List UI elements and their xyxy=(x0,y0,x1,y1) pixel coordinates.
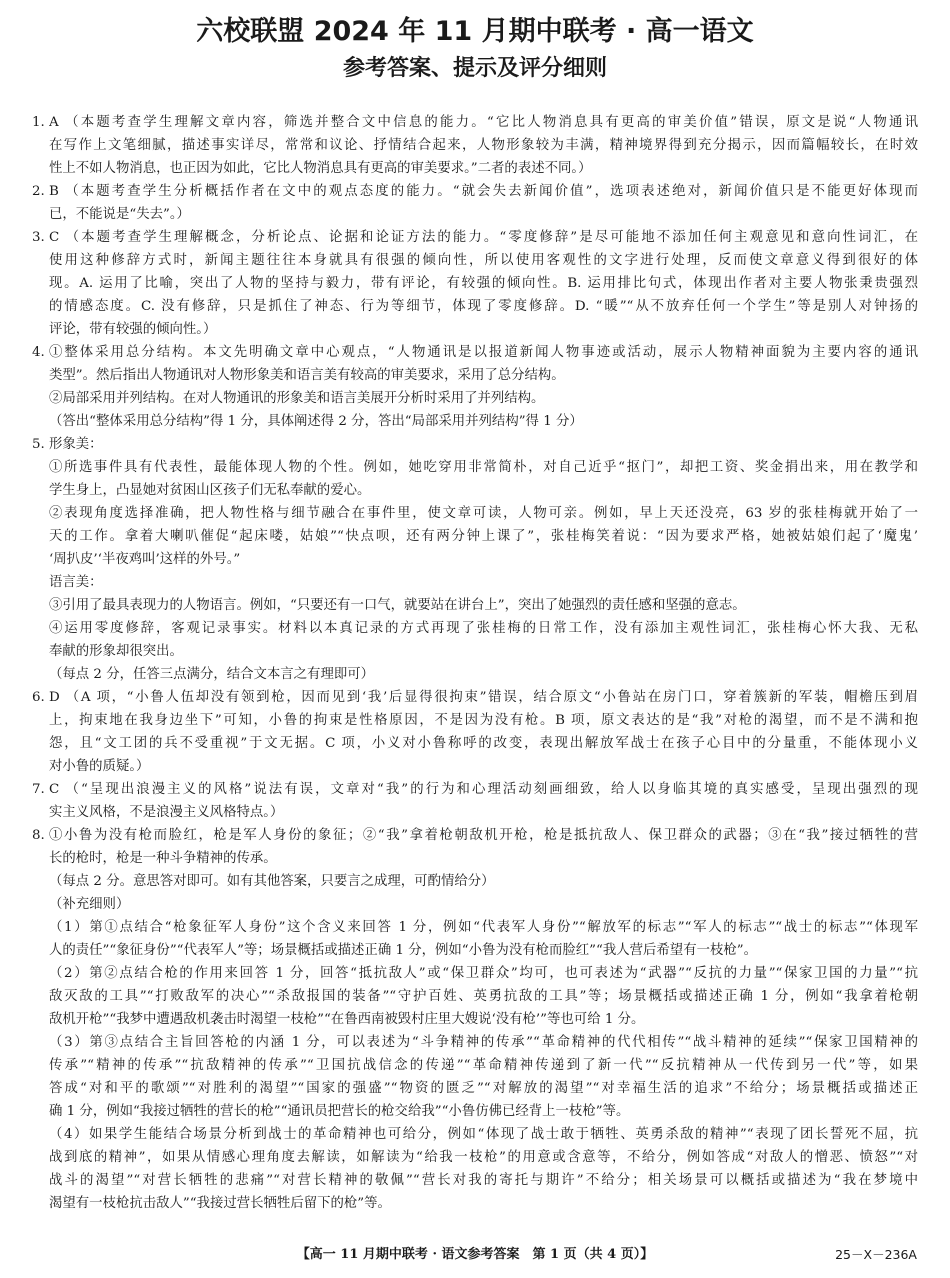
answer-line: 奉献的形象却很突出。 xyxy=(49,644,183,659)
footer-code: 25－X－236A xyxy=(835,1247,917,1262)
answer-line: 长的枪时，枪是一种斗争精神的传承。 xyxy=(49,851,277,866)
answer-line: 语言美： xyxy=(49,575,103,590)
answer-line: 类型”。然后指出人物通讯对人物形象美和语言美有较高的审美要求，采用了总分结构。 xyxy=(49,368,565,383)
answer-line: A （本题考查学生理解文章内容，筛选并整合文中信息的能力。“它比人物消息具有更高的审美价值”错误，原文是说“人物通讯 xyxy=(49,115,918,130)
answer-line: ①所选事件具有代表性，最能体现人物的个性。例如，她吃穿用非常简朴，对自己近乎“抠门”，却把工资、奖金捐出来，用在教学和 xyxy=(49,460,918,475)
footer-page-info: 【高一 11 月期中联考 · 语文参考答案 第 1 页（共 4 页）】 xyxy=(296,1247,654,1262)
answer-item-q7 xyxy=(32,778,918,824)
answer-line: 学生身上，凸显她对贫困山区孩子们无私奉献的爱心。 xyxy=(49,483,371,498)
answer-line: （4）如果学生能结合场景分析到战士的革命精神也可给分，例如“体现了战士敢于牺牲、英勇杀敌的精神”“表现了团长誓死不屈，抗 xyxy=(49,1127,918,1142)
answer-line: 使用这种修辞方式时，新闻主题往往本身就具有很强的倾向性，所以使用客观性的文字进行处理，反而使文章意义得到很好的体 xyxy=(49,253,918,268)
answer-line: ①整体采用总分结构。本文先明确文章中心观点，“人物通讯是以报道新闻人物事迹或活动，展示人物精神面貌为主要内容的通讯 xyxy=(49,345,918,360)
answer-line: 在写作上文笔细腻，描述事实详尽，常常和议论、抒情结合起来，人物形象较为丰满，精神境界得到充分揭示，因而篇幅较长，在时效 xyxy=(49,138,918,153)
answer-item-q5 xyxy=(32,433,918,686)
answer-number: 8. xyxy=(32,828,45,843)
answer-line: （每点 2 分，任答三点满分，结合文本言之有理即可） xyxy=(49,667,375,682)
answer-line: 对小鲁的质疑。） xyxy=(49,759,150,774)
answer-line: 确 1 分，例如“我接过牺牲的营长的枪”“通讯员把营长的枪交给我”“小鲁仿佛已经背上一枝枪”等。 xyxy=(49,1104,630,1119)
answer-line: （2）第②点结合枪的作用来回答 1 分，回答“抵抗敌人”或“保卫群众”均可，也可表述为“武器”“反抗的力量”“保家卫国的力量”“抗 xyxy=(49,966,918,981)
answer-line: 已，不能说是“失去”。） xyxy=(49,207,190,222)
answer-line: C （“呈现出浪漫主义的风格”说法有误，文章对“我”的行为和心理活动刻画细致，给人以身临其境的真实感受，呈现出强烈的现 xyxy=(49,782,918,797)
answer-line: 战到底的精神”，如果从情感心理角度去解读，如解读为“给我一枝枪”的用意或含意等，不给分，例如答成“对敌人的憎恶、愤怒”“对 xyxy=(49,1150,918,1165)
page-title: 六校联盟 2024 年 11 月期中联考 · 高一语文 xyxy=(196,16,754,47)
answer-line: 敌机开枪”“我梦中遭遇敌机袭击时渴望一枝枪”“在鲁西南被毁村庄里大嫂说‘没有枪’”等也可给 1 分。 xyxy=(49,1012,645,1027)
answer-line: ②局部采用并列结构。在对人物通讯的形象美和语言美展开分析时采用了并列结构。 xyxy=(49,391,545,406)
answer-number: 2. xyxy=(32,184,45,199)
answer-number: 3. xyxy=(32,230,45,245)
answer-line: （答出“整体采用总分结构”得 1 分，具体阐述得 2 分，答出“局部采用并列结构”得 1 分） xyxy=(49,414,583,429)
answer-line: 形象美： xyxy=(49,437,103,452)
answer-line: （补充细则） xyxy=(49,897,130,912)
answer-line: ③引用了最具表现力的人物语言。例如，“只要还有一口气，就要站在讲台上”，突出了她强烈的责任感和坚强的意志。 xyxy=(49,598,746,613)
answer-line: ④运用零度修辞，客观记录事实。材料以本真记录的方式再现了张桂梅的日常工作，没有添加主观性词汇，张桂梅心怀大我、无私 xyxy=(49,621,918,636)
answer-line: 现。A. 运用了比喻，突出了人物的坚持与毅力，带有评论，有较强的倾向性。B. 运用排比句式，体现出作者对主要人物张秉贵强烈 xyxy=(49,276,918,291)
answer-number: 4. xyxy=(32,345,45,360)
answer-line: 传承”“精神的传承”“抗敌精神的传承”“卫国抗战信念的传递”“革命精神传递到了新一代”“反抗精神从一代传到另一代”等，如果 xyxy=(49,1058,918,1073)
answer-line: ‘周扒皮’‘半夜鸡叫’这样的外号。” xyxy=(49,552,241,567)
answer-number: 5. xyxy=(32,437,45,452)
answer-line: 怨，且“文工团的兵不受重视”于文无据。C 项，小义对小鲁称呼的改变，表现出解放军战士在孩子心目中的分量重，不能体现小义 xyxy=(49,736,918,751)
answer-item-q1 xyxy=(32,111,918,180)
answer-line: 的情感态度。C. 没有修辞，只是抓住了神态、行为等细节，体现了零度修辞。D. “暖”“从不放弃任何一个学生”等是别人对钟扬的 xyxy=(49,299,918,314)
answer-line: 天的工作。拿着大喇叭催促“起床喽，姑娘”“快点呗，还有两分钟上课了”，张桂梅笑着说：“因为要求严格，她被姑娘们起了‘魔鬼’ xyxy=(49,529,918,544)
answer-line: 人的责任”“象征身份”“代表军人”等；场景概括或描述正确 1 分，例如“小鲁为没有枪而脸红”“我人营后希望有一枝枪”。 xyxy=(49,943,757,958)
answer-number: 6. xyxy=(32,690,45,705)
answer-line: 敌灭敌的工具”“打败敌军的决心”“杀敌报国的装备”“守护百姓、英勇抗敌的工具”等；场景概括或描述正确 1 分，例如“我拿着枪朝 xyxy=(49,989,918,1004)
answer-line: 实主义风格，不是浪漫主义风格特点。） xyxy=(49,805,284,820)
answer-line: 答成“对和平的歌颂”“对胜利的渴望”“国家的强盛”“物资的匮乏”“对解放的渴望”“对幸福生活的追求”不给分；场景概括或描述正 xyxy=(49,1081,918,1096)
page-subtitle: 参考答案、提示及评分细则 xyxy=(342,56,607,81)
answer-line: （3）第③点结合主旨回答枪的内涵 1 分，可以表述为“斗争精神的传承”“革命精神的代代相传”“战斗精神的延续”“保家卫国精神的 xyxy=(49,1035,918,1050)
answer-line: （每点 2 分。意思答对即可。如有其他答案，只要言之成理，可酌情给分） xyxy=(49,874,495,889)
answer-line: 评论，带有较强的倾向性。） xyxy=(49,322,217,337)
answer-line: C （本题考查学生理解概念，分析论点、论据和论证方法的能力。“零度修辞”是尽可能地不添加任何主观意见和意向性词汇，在 xyxy=(49,230,918,245)
answer-item-q3 xyxy=(32,226,918,341)
answer-line: ②表现角度选择准确，把人物性格与细节融合在事件里，使文章可读，人物可亲。例如，早上天还没亮，63 岁的张桂梅就开始了一 xyxy=(49,506,918,521)
answer-number: 1. xyxy=(32,115,45,130)
answer-item-q4 xyxy=(32,341,918,433)
answer-line: ①小鲁为没有枪而脸红，枪是军人身份的象征；②“我”拿着枪朝敌机开枪，枪是抵抗敌人、保卫群众的武器；③在“我”接过牺牲的营 xyxy=(49,828,918,843)
answer-line: 战斗的渴望”“对营长牺牲的悲痛”“对营长精神的敬佩”“营长对我的寄托与期许”不给分；相关场景可以概括或描述为“我在梦境中 xyxy=(49,1173,918,1188)
answer-item-q2 xyxy=(32,180,918,226)
answer-line: B （本题考查学生分析概括作者在文中的观点态度的能力。“就会失去新闻价值”，选项表述绝对，新闻价值只是不能更好体现而 xyxy=(49,184,918,199)
answer-line: 渴望有一枝枪抗击敌人”“我接过营长牺牲后留下的枪”等。 xyxy=(49,1196,391,1211)
answer-item-q8 xyxy=(32,824,918,1215)
answer-list xyxy=(32,111,918,1215)
answer-line: 性上不如人物消息，也正因为如此，它比人物消息具有更高的审美要求。”二者的表述不同。） xyxy=(49,161,592,176)
answer-line: （1）第①点结合“枪象征军人身份”这个含义来回答 1 分，例如“代表军人身份”“解放军的标志”“军人的标志”“战士的标志”“体现军 xyxy=(49,920,918,935)
answer-line: D （A 项，“小鲁人伍却没有领到枪，因而见到‘我’后显得很拘束”错误，结合原文“小鲁站在房门口，穿着簇新的军装，帽檐压到眉 xyxy=(49,690,918,705)
answer-number: 7. xyxy=(32,782,45,797)
answer-line: 上，拘束地在我身边坐下”可知，小鲁的拘束是性格原因，不是因为没有枪。B 项，原文表达的是“我”对枪的渴望，而不是不满和抱 xyxy=(49,713,918,728)
answer-item-q6 xyxy=(32,686,918,778)
